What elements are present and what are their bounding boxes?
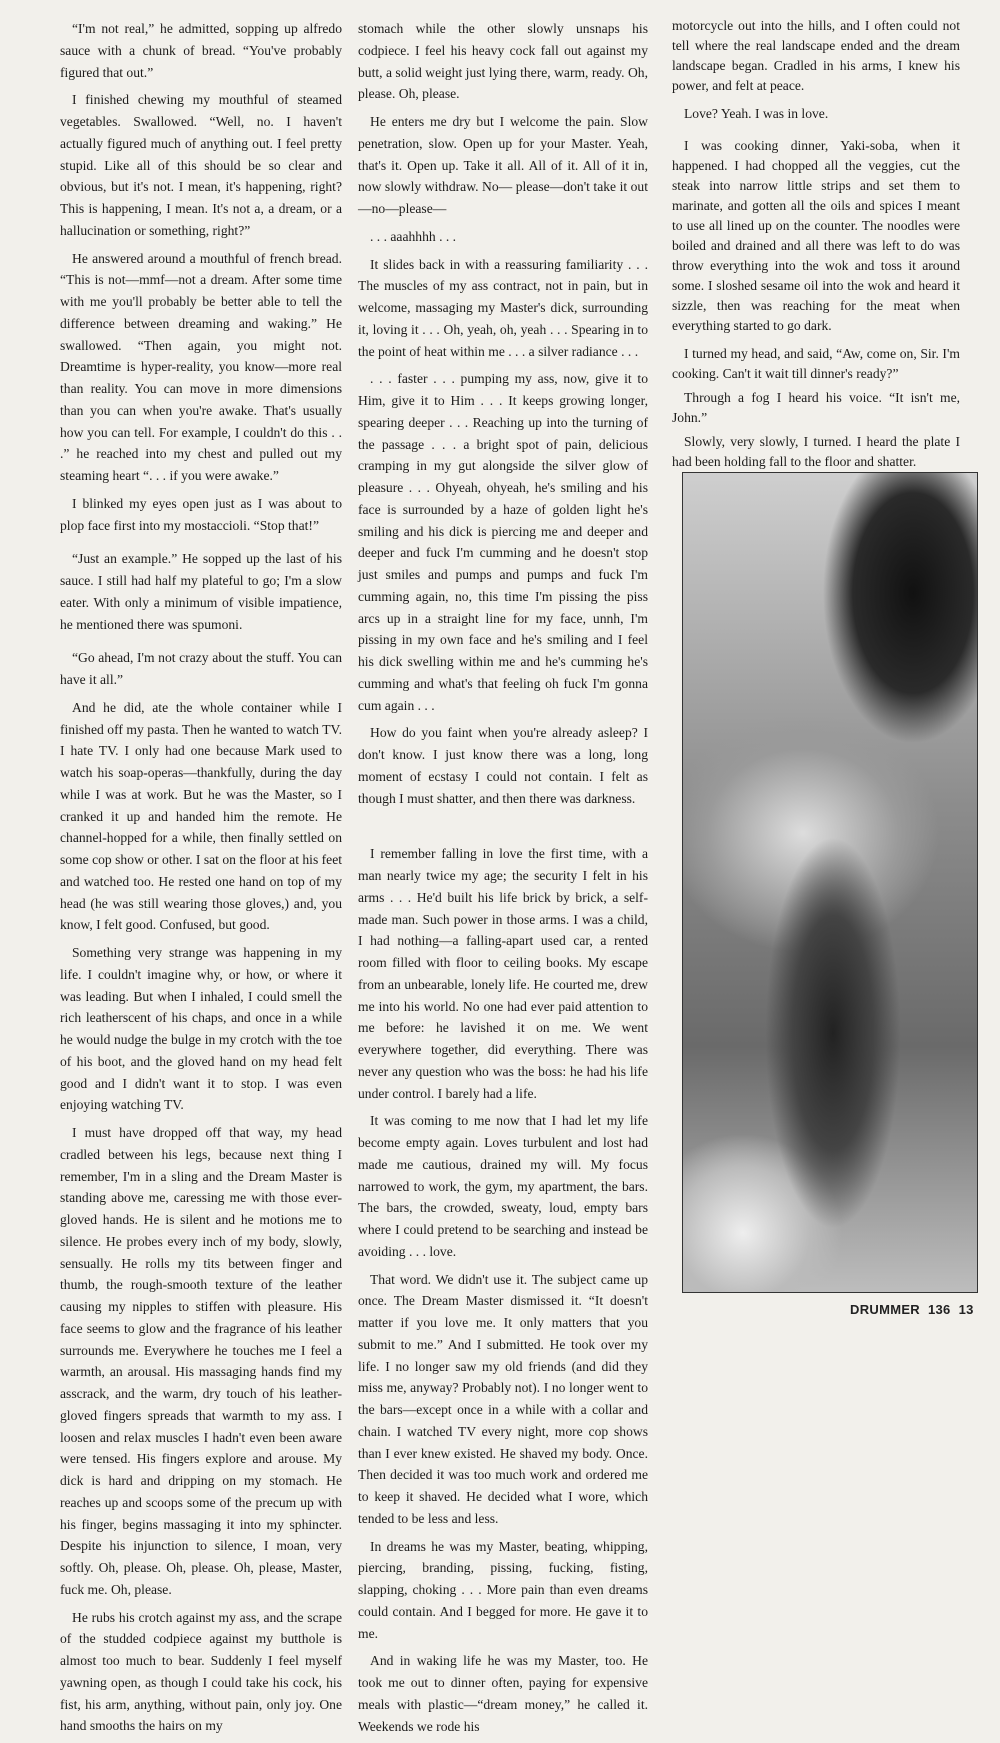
paragraph: Slowly, very slowly, I turned. I heard the plate I had been holding fall to the floor and shatter. <box>672 434 960 469</box>
text-column-1 <box>60 18 342 1743</box>
paragraph: Something very strange was happening in my life. I couldn't imagine why, or how, or where it was leading. But when I inhaled, I could smell the rich leatherscent of his chaps, and once in a while he would nudge the bulge in my crotch with the toe of his boot, and the gloved hand on my head felt good and I didn't want it to stop. I was even enjoying watching TV. <box>60 945 342 1113</box>
paragraph: That word. We didn't use it. The subject came up once. The Dream Master dismissed it. “It doesn't matter if you love me. It only matters that you submit to me.” And I submitted. He took over my life. I no longer saw my old friends (and did they miss me, anyway? Probably not). I no longer went to the bars—except once in a while with a collar and chain. I watched TV every night, more cop shows than I ever knew existed. He shaved my body. Once. Then decided it was too much work and ordered me to keep it shaved. He decided what I wore, which tended to be less and less. <box>358 1271 648 1526</box>
page-footer <box>850 1302 982 1317</box>
paragraph: motorcycle out into the hills, and I often could not tell where the real landscape ended and the dream landscape began. Cradled in his arms, I knew his power, and felt at peace. <box>672 18 960 93</box>
paragraph: “Go ahead, I'm not crazy about the stuff. You can have it all.” <box>60 650 342 687</box>
paragraph: And he did, ate the whole container while I finished off my pasta. Then he wanted to watch TV. I hate TV. I only had one because Mark used to watch his soap-operas—thankfully, during the day while I was at work. But he was the Master, so I cranked it up and handed him the remote. He channel-hopped for a while, then finally settled on some cop show or other. I sat on the floor at his feet and watched too. He rested one hand on top of my head (he was still wearing those gloves,) and, you know, I felt good. Confused, but good. <box>60 699 343 933</box>
illustration-muscular-figure <box>682 472 978 1293</box>
paragraph: He answered around a mouthful of french bread. “This is not—mmf—not a dream. After some time with me you'll probably be better able to tell the difference between dreaming and waking.” He swallowed. “Then again, you might not. Dreamtime is hyper-reality, you know—more real than reality. You can move in more dimensions than you can when you're awake. That's usually how you can tell. For example, I couldn't do this . . .” he reached into my chest and pulled out my steaming heart “. . . if you were awake.” <box>60 250 342 483</box>
paragraph: I remember falling in love the first time, with a man nearly twice my age; the security I felt in his arms . . . He'd built his life brick by brick, a self-made man. Such power in those arms. I was a child, I had nothing—a falling-apart used car, a rented room filled with floor to ceiling books. My escape from an unbearable, lonely life. He courted me, drew me into his world. No one had ever paid attention to me before: he lavished it on me. We went everywhere together, did everything. There was never any question who was the boss: he had his life under control. I barely had a life. <box>358 846 648 1101</box>
paragraph: . . . aaahhhh . . . <box>370 228 457 244</box>
page-number: 13 <box>958 1302 974 1317</box>
text-column-3 <box>672 16 960 476</box>
paragraph: stomach while the other slowly unsnaps his codpiece. I feel his heavy cock fall out against my butt, a solid weight just lying there, warm, ready. Oh, please. Oh, please. <box>358 21 648 102</box>
paragraph: Love? Yeah. I was in love. <box>684 106 829 121</box>
paragraph: I finished chewing my mouthful of steamed vegetables. Swallowed. “Well, no. I haven't actually figured much of anything out. I feel pretty stupid. Like all of this should be so clear and obvious, but it's not. I mean, it's happening, right? This is happening, I mean. It's not a, a dream, or a hallucination or something, right?” <box>60 92 342 238</box>
text-column-2 <box>358 18 648 1743</box>
paragraph: “I'm not real,” he admitted, sopping up alfredo sauce with a chunk of bread. “You've probably figured that out.” <box>60 21 342 80</box>
paragraph: He rubs his crotch against my ass, and the scrape of the studded codpiece against my butthole is almost too much to bear. Suddenly I feel myself yawning open, as though I could take his cock, his fist, his arm, anything, without pain, only joy. One hand smooths the hairs on my <box>60 1609 342 1734</box>
paragraph: . . . faster . . . pumping my ass, now, give it to Him, give it to Him . . . It keeps growing longer, spearing deeper . . . Reaching up into the turning of the passage . . . a bright spot of pain, delicious cramping in my gut alongside the silver glow of pleasure . . . Ohyeah, ohyeah, he's smiling and his face is surrounded by a haze of golden light he's smiling and his dick is piercing me and deeper and deeper and fuck I'm cumming and he doesn't stop just smiles and pumps and pumps and fuck I'm cumming again, no, this time I'm pissing the piss arcs up in a straight line for my face, unnh, I'm pissing in my own face and he's smiling and I feel his dick swelling within me and he's cumming he's cumming and what's that feeling oh fuck I'm gonna cum again . . . <box>358 371 648 713</box>
magazine-name: DRUMMER <box>850 1302 920 1317</box>
paragraph: In dreams he was my Master, beating, whipping, piercing, branding, pissing, fucking, fisting, slapping, choking . . . More pain than even dreams could contain. And I begged for more. He gave it to me. <box>358 1538 648 1641</box>
paragraph: I was cooking dinner, Yaki-soba, when it happened. I had chopped all the veggies, cut the steak into narrow little strips and set them to marinate, and gotten all the oils and spices I meant to use all lined up on the counter. The noodles were boiled and drained and all there was left to do was throw everything into the wok and toss it around some. I sloshed sesame oil into the wok and heard it sizzle, then was reaching for the meat when everything started to go dark. <box>672 138 960 333</box>
paragraph: I turned my head, and said, “Aw, come on, Sir. I'm cooking. Can't it wait till dinner's ready?” <box>672 346 960 381</box>
paragraph: I must have dropped off that way, my head cradled between his legs, because next thing I remember, I'm in a sling and the Dream Master is standing above me, caressing me with those ever-gloved hands. He is silent and he motions me to silence. He probes every inch of my body, slowly, sensually. He rolls my tits between finger and thumb, the rough-smooth texture of the leather causing my nipples to stiffen with pleasure. His face seems to glow and the fragrance of his leather surrounds me. Everywhere he touches me I feel a warmth, an arousal. His massaging hands find my asscrack, and the warm, dry touch of his leather-gloved fingers spreads that warmth to my ass. I loosen and relax muscles I hadn't even been aware were tensed. His fingers explore and arouse. My dick is hard and dripping on my stomach. He reaches up and scoops some of the precum up with his finger, begins massaging it into my sphincter. Despite his injunction to silence, I moan, very softly. Oh, please. Oh, please. Oh, please, Master, fuck me. Oh, please. <box>60 1125 342 1597</box>
paragraph: It was coming to me now that I had let my life become empty again. Loves turbulent and lost had made me cautious, drained my will. My focus narrowed to work, the gym, my apartment, the bars. The bars, the crowded, sweaty, loud, empty bars where I could pretend to be searching and instead be avoiding . . . love. <box>358 1113 648 1259</box>
paragraph: I blinked my eyes open just as I was about to plop face first into my mostaccioli. “Stop that!” <box>60 495 342 533</box>
issue-number: 136 <box>927 1302 951 1317</box>
paragraph: Through a fog I heard his voice. “It isn't me, John.” <box>672 390 960 425</box>
paragraph: How do you faint when you're already asleep? I don't know. I just know there was a long, long moment of ecstasy I could not contain. I felt as though I must shatter, and then there was darkness. <box>358 725 648 806</box>
paragraph: “Just an example.” He sopped up the last of his sauce. I still had half my plateful to go; I'm a slow eater. With only a minimum of visible impatience, he mentioned there was spumoni. <box>60 551 342 632</box>
paragraph: And in waking life he was my Master, too. He took me out to dinner often, paying for expensive meals with plastic—“dream money,” he called it. Weekends we rode his <box>358 1653 648 1734</box>
paragraph: It slides back in with a reassuring familiarity . . . The muscles of my ass contract, not in pain, but in welcome, massaging my Master's dick, surrounding it, loving it . . . Oh, yeah, oh, yeah . . . Spearing in to the point of heat within me . . . a silver radiance . . . <box>358 256 648 359</box>
paragraph: He enters me dry but I welcome the pain. Slow penetration, slow. Open up for your Master. Yeah, that's it. Open up. Take it all. All of it. All of it in, now slowly withdraw. No— please—don't take it out—no—please— <box>358 114 648 216</box>
